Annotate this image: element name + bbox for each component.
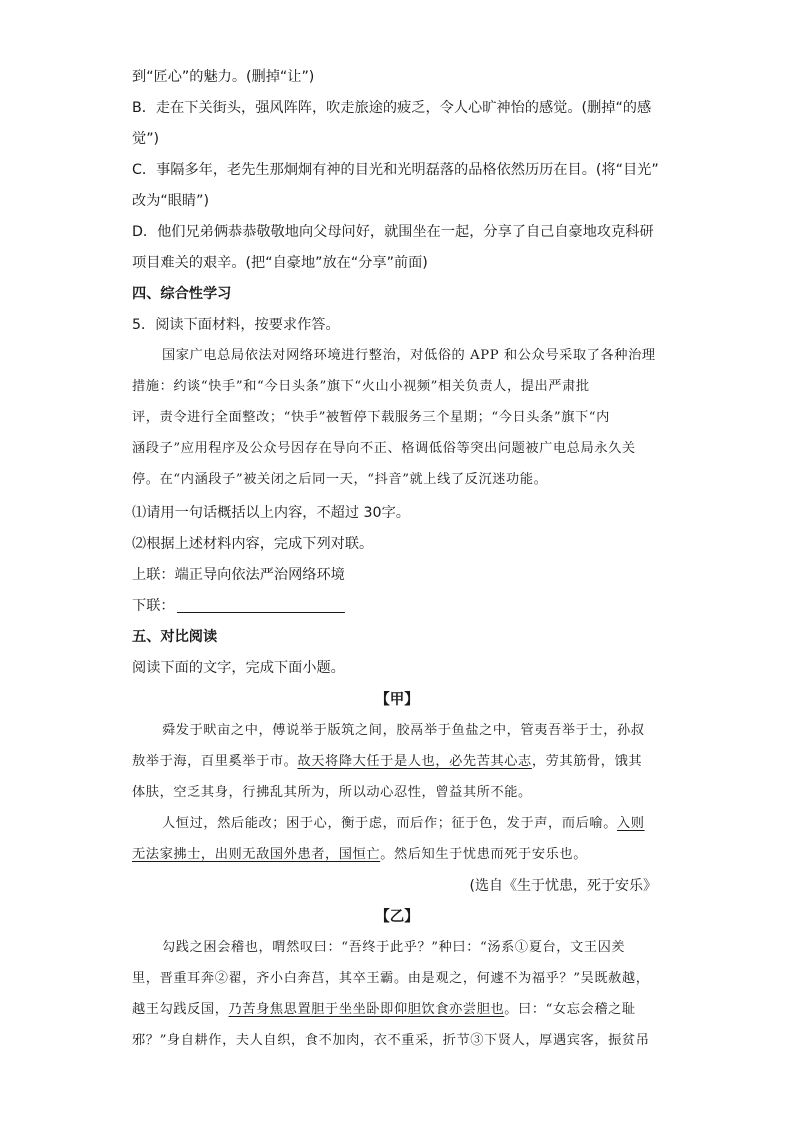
passage-text: ，劳其筋骨，饿其: [531, 754, 643, 769]
passage-source: (选自《生于忧患，死于安乐》: [469, 878, 657, 894]
passage-title-jia: 【甲】: [375, 692, 419, 708]
sub-question: ⑵根据上述材料内容，完成下列对联。: [132, 536, 374, 552]
passage-title-yi: 【乙】: [375, 909, 419, 925]
passage-text: 越王勾践反国，: [132, 1002, 229, 1017]
passage-line: [132, 1000, 636, 1020]
passage-text: 敖举于海，百里奚举于市。: [132, 754, 298, 769]
question-title: 5．阅读下面材料，按要求作答。: [132, 317, 340, 333]
underlined-sentence: 故天将降大任于是人也，必先苦其心志: [297, 754, 532, 769]
option-d-line: D．他们兄弟俩恭恭敬敬地向父母问好，就围坐在一起，分享了自己自豪地攻克科研: [132, 224, 654, 240]
section-heading: 四、综合性学习: [132, 286, 232, 302]
sub-question: ⑴请用一句话概括以上内容，不超过 30字。: [132, 505, 410, 521]
text-line: 到“匠心”的魅力。(删掉“让”): [132, 69, 315, 85]
material-line: 国家广电总局依法对网络环境进行整治，对低俗的 APP 和公众号采取了各种治理: [162, 348, 656, 363]
couplet-lower-row: [132, 596, 662, 616]
passage-text: 人恒过，然后能改；困于心，衡于虑，而后作；征于色，发于声，而后喻。: [162, 816, 617, 831]
material-line: 停。在“内涵段子”被关闭之后同一天，“抖音”就上线了反沉迷功能。: [132, 472, 548, 487]
passage-text: 。然后知生于忧患而死于安乐也。: [380, 847, 587, 862]
answer-blank[interactable]: [177, 596, 345, 613]
passage-line: 里，晋重耳奔②翟，齐小白奔莒，其卒王霸。由是观之，何遽不为福乎？”吴既赦越，: [132, 971, 650, 986]
material-line: 评，责令进行全面整改；“快手”被暂停下载服务三个星期；“今日头条”旗下“内: [132, 410, 610, 425]
passage-line: [132, 845, 587, 865]
passage-line: [162, 814, 645, 834]
option-b-line: B．走在下关街头，强风阵阵，吹走旅途的疲乏，令人心旷神怡的感觉。(删掉“的感: [132, 100, 652, 116]
passage-line: 体肤，空乏其身，行拂乱其所为，所以动心忍性，曾益其所不能。: [132, 785, 532, 800]
passage-text: 。曰：“女忘会稽之耻: [504, 1002, 636, 1017]
underlined-sentence: 无法家拂士，出则无敌国外患者，国恒亡: [132, 847, 381, 862]
material-line: 涵段子”应用程序及公众号因存在导向不正、格调低俗等突出问题被广电总局永久关: [132, 441, 636, 456]
text-line: 项目难关的艰辛。(把“自豪地”放在“分享”前面): [132, 255, 428, 271]
section-heading: 五、对比阅读: [132, 629, 218, 645]
material-line: 措施：约谈“快手”和“今日头条”旗下“火山小视频”相关负责人，提出严肃批: [132, 379, 590, 394]
underlined-sentence: 入则: [616, 816, 645, 831]
passage-line: 舜发于畎亩之中，傅说举于版筑之间，胶鬲举于鱼盐之中，管夷吾举于士，孙叔: [162, 723, 645, 738]
passage-line: [132, 752, 642, 772]
couplet-lower-label: 下联：: [132, 598, 175, 614]
passage-line: 勾践之困会稽也，喟然叹曰：“吾终于此乎？”种曰：“汤系①夏台，文王囚羑: [162, 940, 626, 955]
text-line: 觉”): [132, 131, 160, 147]
couplet-upper: 上联：端正导向依法严治网络环境: [132, 567, 345, 583]
option-c-line: C．事隔多年，老先生那炯炯有神的目光和光明磊落的品格依然历历在目。(将“目光”: [132, 162, 659, 178]
passage-line: 邪？”身自耕作，夫人自织，食不加肉，衣不重采，折节③下贤人，厚遇宾客，振贫吊: [132, 1033, 650, 1048]
instruction: 阅读下面的文字，完成下面小题。: [132, 660, 345, 676]
text-line: 改为“眼睛”): [132, 193, 209, 209]
underlined-sentence: 乃苦身焦思置胆于坐坐卧即仰胆饮食亦尝胆也: [228, 1002, 505, 1017]
